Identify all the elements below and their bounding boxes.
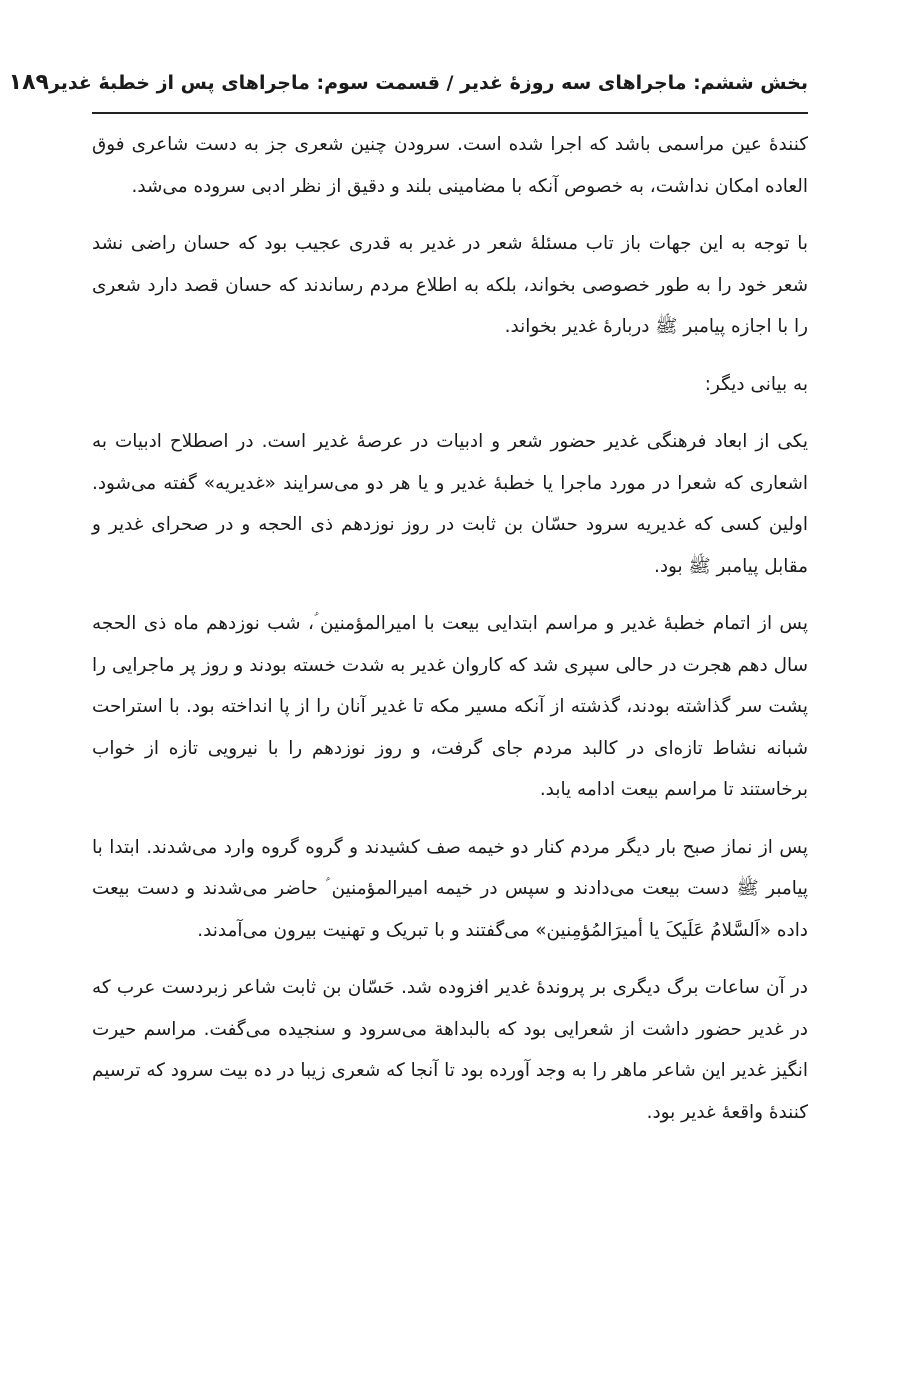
paragraph-4: یکی از ابعاد فرهنگی غدیر حضور شعر و ادبیات در عرصهٔ غدیر است. در اصطلاح ادبیات به اشعاری که شعرا در مورد ماجرا یا خطبهٔ غدیر و یا هر دو می‌سرایند «غدیریه» گفته می‌شود. اولین کسی که غدیریه سرود حسّان بن ثابت در روز نوزدهم ذی الحجه و در صحرای غدیر و مقابل پیامبر ﷺ بود. (92, 431, 808, 577)
paragraph-5: پس از اتمام خطبهٔ غدیر و مراسم ابتدایی بیعت با امیرالمؤمنین ؑ، شب نوزدهم ماه ذی الحجه سال دهم هجرت در حالی سپری شد که کاروان غدیر به شدت خسته بودند و روز پر ماجرایی را پشت سر گذاشته بودند، گذشته از آنکه مسیر مکه تا غدیر آنان را از پا انداخته بود. با استراحت شبانه نشاط تازه‌ای در کالبد مردم جای گرفت، و روز نوزدهم را با نیرویی تازه از خواب برخاستند تا مراسم بیعت ادامه یابد. (92, 613, 808, 800)
running-header (8, 70, 808, 114)
chapter-title: بخش ششم: ماجراهای سه روزهٔ غدیر / قسمت سوم: ماجراهای پس از خطبهٔ غدیر (48, 72, 808, 94)
paragraph-7: در آن ساعات برگ دیگری بر پروندهٔ غدیر افزوده شد. حَسّان بن ثابت شاعر زبردست عرب که در غدیر حضور داشت از شعرایی بود که بالبداهة می‌سرود و سنجیده می‌گفت. مراسم حیرت انگیز غدیر این شاعر ماهر را به وجد آورده بود تا آنجا که شعری زیبا در ده بیت سرود که ترسیم کنندهٔ واقعهٔ غدیر بود. (92, 977, 808, 1123)
book-page (8, 70, 808, 1149)
page-number: ۱۸۹ (8, 70, 49, 95)
paragraph-2: با توجه به این جهات باز تاب مسئلهٔ شعر در غدیر به قدری عجیب بود که حسان راضی نشد شعر خود را به طور خصوصی بخواند، بلکه به اطلاع مردم رساندند که حسان قصد دارد شعری را با اجازه پیامبر ﷺ دربارهٔ غدیر بخواند. (92, 233, 808, 337)
paragraph-1: کنندهٔ عین مراسمی باشد که اجرا شده است. سرودن چنین شعری جز به دست شاعری فوق العاده امکان نداشت، به خصوص آنکه با مضامینی بلند و دقیق از نظر ادبی سروده می‌شد. (92, 134, 808, 197)
paragraph-3: به بیانی دیگر: (704, 373, 808, 395)
paragraph-6: پس از نماز صبح بار دیگر مردم کنار دو خیمه صف کشیدند و گروه گروه وارد می‌شدند. ابتدا با پیامبر ﷺ دست بیعت می‌دادند و سپس در خیمه امیرالمؤمنین ؑ حاضر می‌شدند و دست بیعت داده «اَلسَّلامُ عَلَیکَ یا أمیرَالمُؤمِنین» می‌گفتند و با تبریک و تهنیت بیرون می‌آمدند. (92, 836, 808, 941)
body-text (92, 124, 808, 1133)
